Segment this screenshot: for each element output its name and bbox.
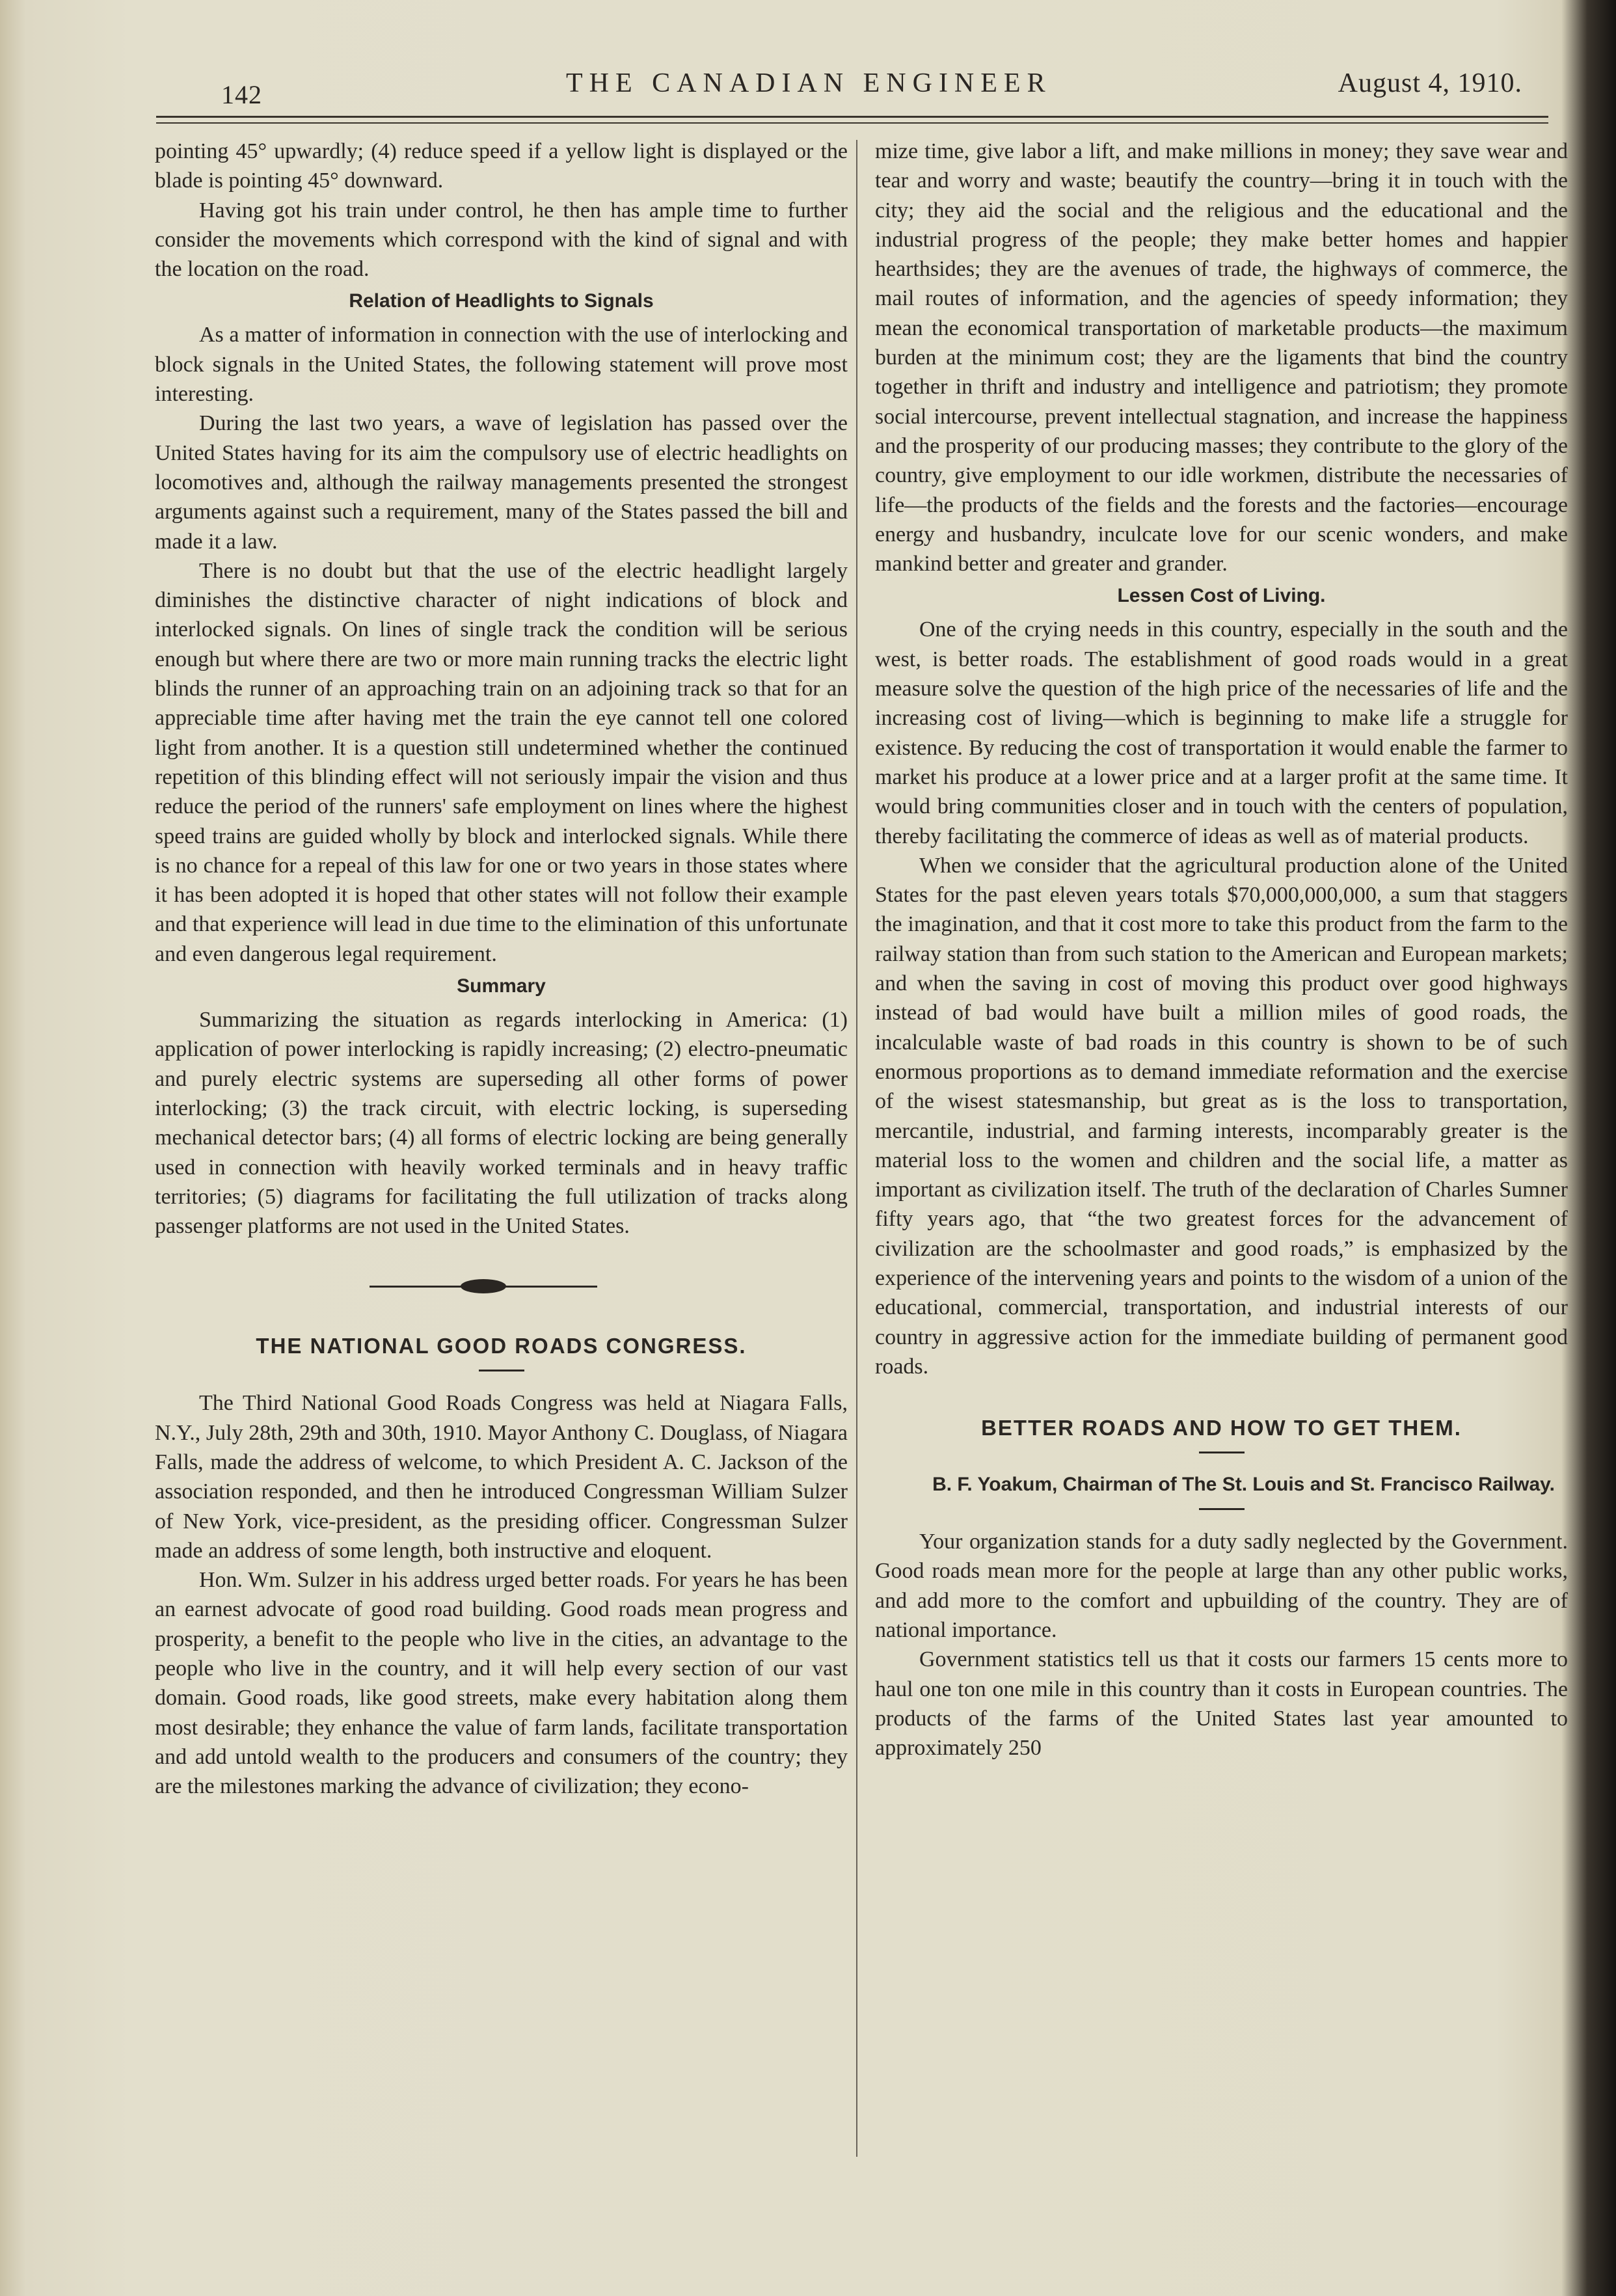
paragraph: Government statistics tell us that it costs our farmers 15 cents more to haul one ton one mile in this country than it costs in European countries. The products of the farms of the United States last year amounted to approximately 250 [875,1647,1568,1761]
paragraph: As a matter of information in connection with the use of interlocking and block signals in the United States, the following statement will prove most interesting. [155,323,848,407]
title-rule [1199,1452,1245,1453]
title-rule [479,1370,524,1371]
right-column [875,137,1568,1763]
paragraph: Summarizing the situation as regards interlocking in America: (1) application of power interlocking is rapidly increasing; (2) electro-pneumatic and purely electric systems are superseding all other forms of power interlocking; (3) the track circuit, with electric locking, is superseding mechanical detector bars; (4) all forms of electric locking are being generally used in connection with heavily worked terminals and in heavy traffic territories; (5) diagrams for facilitating the full utilization of tracks along passenger platforms are not used in the United States. [155,1008,848,1239]
issue-date: August 4, 1910. [1338,68,1522,98]
paragraph: The Third National Good Roads Congress was held at Niagara Falls, N.Y., July 28th, 29th and 30th, 1910. Mayor Anthony C. Douglass, of Niagara Falls, made the address of welcome, to which President A. C. Jackson of the association responded, and then he introduced Congressman William Sulzer of New York, vice-president, as the presiding officer. Congressman Sulzer made an address of some length, both instructive and eloquent. [155,1391,848,1563]
left-column [155,137,848,1802]
header-rule-bottom [156,122,1548,124]
byline-rule [1199,1508,1245,1510]
article-byline: B. F. Yoakum, Chairman of The St. Louis and St. Francisco Railway. [932,1474,1555,1496]
paragraph: mize time, give labor a lift, and make millions in money; they save wear and tear and worry and waste; beautify the country—bring it in touch with the city; they aid the social and the religious and the educational and the industrial progress of the people; they make better homes and happier hearthsides; they are the avenues of trade, the highways of commerce, the mail routes of information, and the agencies of speedy information; they mean the economical transportation of marketable products—the maximum burden at the minimum cost; they are the ligaments that bind the country together in thrift and industry and intelligence and patriotism; they promote social intercourse, prevent intellectual stagnation, and increase the happiness and the prosperity of our producing masses; they contribute to the glory of the country, give employment to our idle workmen, distribute the necessaries of life—the products of the fields and the forests and the factories—encourage energy and husbandry, inculcate love for our scenic wonders, and make mankind better and greater and grander. [875,139,1568,576]
paragraph: Your organization stands for a duty sadly neglected by the Government. Good roads mean more for the people at large than any other public works, and add more to the comfort and upbuilding of the country. They are of national importance. [875,1530,1568,1643]
paragraph: Having got his train under control, he then has ample time to further consider the movements which correspond with the kind of signal and with the location on the road. [155,198,848,282]
page-number: 142 [221,80,262,109]
column-divider [856,140,857,2157]
section-heading-relation: Relation of Headlights to Signals [349,290,654,312]
paragraph: During the last two years, a wave of legislation has passed over the United States having for its aim the compulsory use of electric headlights on locomotives and, although the railway managements presented the strongest arguments against such a requirement, many of the States passed the bill and made it a law. [155,411,848,554]
ornament-divider [155,1267,848,1306]
paragraph: When we consider that the agricultural production alone of the United States for the past eleven years totals $70,000,000,000, a sum that staggers the imagination, and that it cost more to take this product from the farm to the railway station than from such station to the American and European markets; and when the saving in cost of moving this product over good highways instead of bad would have built a million miles of good roads, the incalculable waste of bad roads in this country is shown to be of such enormous proportions as to demand immediate reformation and the exercise of the wisest statesmanship, but great as is the loss to transportation, mercantile, industrial, and farming interests, incomparably greater is the material loss to the women and children and the social life, a matter as important as civilization itself. The truth of the declaration of Charles Sumner fifty years ago, that “the two greatest forces for the advancement of civilization are the schoolmaster and good roads,” is emphasized by the experience of the intervening years and points to the wisdom of a union of the educational, commercial, transportation, and industrial interests of our country in aggressive action for the immediate building of permanent good roads. [875,853,1568,1379]
section-heading-summary: Summary [457,975,546,997]
paragraph: pointing 45° upwardly; (4) reduce speed if a yellow light is displayed or the blade is pointing 45° downward. [155,139,848,193]
header-rule-top [156,116,1548,118]
paragraph: There is no doubt but that the use of the electric headlight largely diminishes the distinctive character of night indications of block and interlocked signals. On lines of single track the condition will be serious enough but where there are two or more main running tracks the electric light blinds the runner of an approaching train on an adjoining track so that for an appreciable time after having met the train the eye cannot tell one colored light from another. It is a question still undetermined whether the continued repetition of this blinding effect will not seriously impair the vision and thus reduce the period of the runners' safe employment on lines where the highest speed trains are guided wholly by block and interlocked signals. While there is no chance for a repeal of this law for one or two years in those states where it has been adopted it is hoped that other states will not follow their example and that experience will lead in due time to the elimination of this unfortunate and even dangerous legal requirement. [155,558,848,966]
paragraph: One of the crying needs in this country, especially in the south and the west, is better roads. The establishment of good roads would in a great measure solve the question of the high price of the necessaries of life and the increasing cost of living—which is beginning to make life a struggle for existence. By reducing the cost of transportation it would enable the farmer to market his produce at a lower price and at a larger profit at the same time. It would bring communities closer and in touch with the centers of population, thereby facilitating the commerce of ideas as well as of material products. [875,617,1568,848]
article-title-better-roads: BETTER ROADS AND HOW TO GET THEM. [981,1416,1462,1440]
journal-title: THE CANADIAN ENGINEER [566,68,1052,98]
paragraph: Hon. Wm. Sulzer in his address urged better roads. For years he has been an earnest advocate of good road building. Good roads mean progress and prosperity, a benefit to the people who live in the cities, an advantage to the people who live in the country, and it will help every section of our vast domain. Good roads, like good streets, make every habitation along them most desirable; they enhance the value of farm lands, facilitate transportation and add untold wealth to the producers and consumers of the country; they are the milestones marking the advance of civilization; they econo- [155,1568,848,1799]
article-title-good-roads-congress: THE NATIONAL GOOD ROADS CONGRESS. [256,1334,747,1358]
page-header [150,65,1548,117]
section-heading-lessen-cost: Lessen Cost of Living. [1117,585,1326,607]
